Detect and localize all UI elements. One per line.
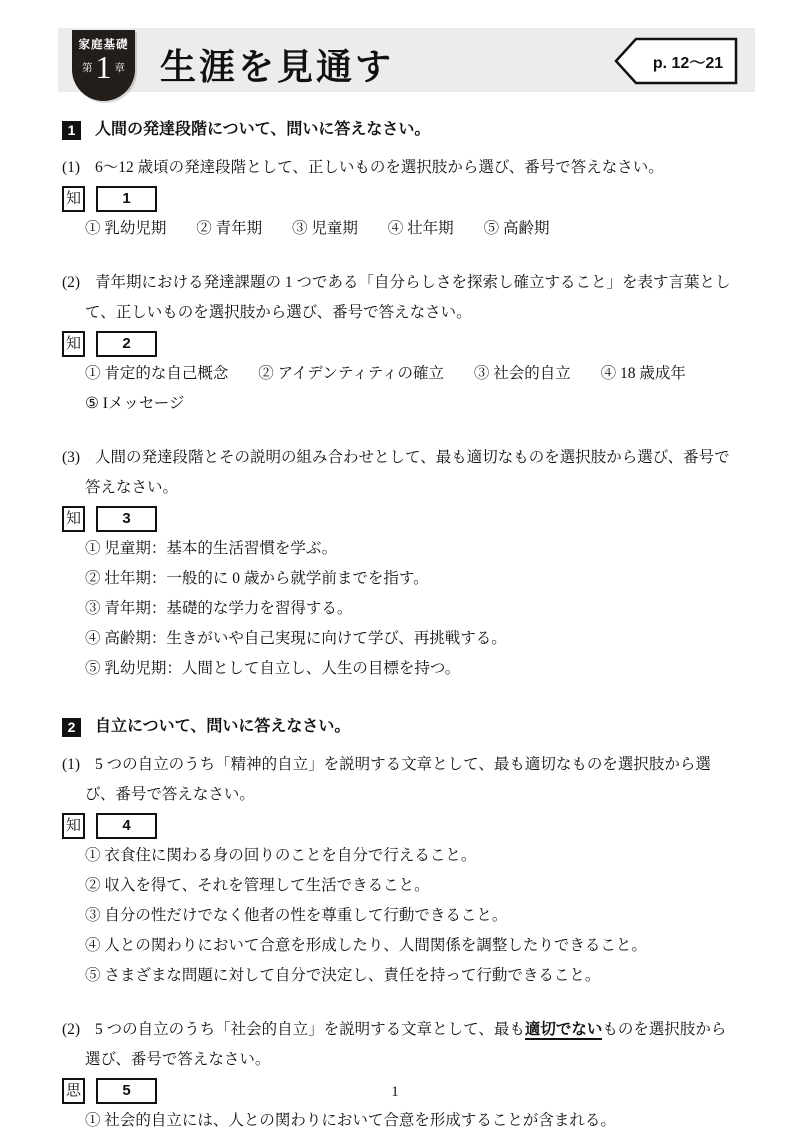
- section-title: 人間の発達段階について、問いに答えなさい。: [95, 121, 431, 138]
- competency-tag: 知: [62, 813, 85, 839]
- options-list: [62, 359, 740, 419]
- page-range-tag: [614, 37, 738, 85]
- answer-row: [62, 813, 740, 839]
- answer-row: [62, 506, 740, 532]
- section-header: [62, 115, 740, 145]
- option-item: ⑤ 高齢期: [483, 220, 550, 237]
- option-item: ③ 青年期：基礎的な学力を習得する。: [85, 600, 353, 617]
- option-item: ② 壮年期：一般的に 0 歳から就学前までを指す。: [85, 570, 429, 587]
- options-list: [62, 214, 740, 244]
- question-part: [62, 443, 740, 684]
- answer-number-box: 5: [96, 1078, 157, 1104]
- chapter-label: [72, 50, 135, 85]
- option-item: ⑤ Iメッセージ: [85, 395, 185, 412]
- header-bar: [58, 28, 755, 92]
- answer-number-box: 1: [96, 186, 157, 212]
- option-item: ⑤ 乳幼児期：人間として自立し、人生の目標を持つ。: [85, 660, 461, 677]
- question-text-block: [62, 268, 740, 328]
- part-text: 6～12 歳頃の発達段階として、正しいものを選択肢から選び、番号で答えなさい。: [95, 159, 664, 176]
- chapter-badge: [72, 30, 135, 101]
- chapter-suffix: 章: [114, 62, 125, 75]
- section-number-badge: 2: [62, 718, 81, 737]
- option-item: ② 収入を得て、それを管理して生活できること。: [85, 877, 430, 894]
- answer-number-box: 3: [96, 506, 157, 532]
- part-text-post: ものを選択肢から選び、番号で答えなさい。: [85, 1021, 727, 1068]
- competency-tag: 知: [62, 186, 85, 212]
- part-text-emphasis: 適切でない: [524, 1021, 603, 1038]
- part-label: (1): [62, 159, 81, 176]
- page-number: 1: [391, 1084, 399, 1100]
- section-number-badge: 1: [62, 121, 81, 140]
- option-item: ⑤ さまざまな問題に対して自分で決定し、責任を持って行動できること。: [85, 967, 601, 984]
- part-label: (2): [62, 274, 81, 291]
- question-part: [62, 750, 740, 991]
- question-text-block: [62, 750, 740, 810]
- page-title: 生涯を見通す: [160, 46, 395, 87]
- section-title: 自立について、問いに答えなさい。: [95, 718, 351, 735]
- answer-row: [62, 186, 740, 212]
- option-item: ③ 社会的自立: [473, 365, 571, 382]
- option-item: ④ 人との関わりにおいて合意を形成したり、人間関係を調整したりできること。: [85, 937, 647, 954]
- part-text: 青年期における発達課題の 1 つである「自分らしさを探索し確立すること」を表す言葉として、正しいものを選択肢から選び、番号で答えなさい。: [85, 274, 731, 321]
- option-item: ① 社会的自立には、人との関わりにおいて合意を形成することが含まれる。: [85, 1112, 616, 1129]
- chapter-number: 1: [95, 49, 112, 85]
- options-list: [62, 1106, 740, 1136]
- options-list: [62, 534, 740, 684]
- part-label: (3): [62, 449, 81, 466]
- part-label: (1): [62, 756, 81, 773]
- option-item: ① 乳幼児期: [85, 220, 167, 237]
- option-item: ① 衣食住に関わる身の回りのことを自分で行えること。: [85, 847, 477, 864]
- option-item: ① 肯定的な自己概念: [85, 365, 229, 382]
- competency-tag: 思: [62, 1078, 85, 1104]
- competency-tag: 知: [62, 331, 85, 357]
- part-text-pre: 5 つの自立のうち「社会的自立」を説明する文章として、最も: [95, 1021, 525, 1038]
- question-part: [62, 1015, 740, 1136]
- page-range-text: p. 12～21: [652, 54, 724, 72]
- option-item: ④ 高齢期：生きがいや自己実現に向けて学び、再挑戦する。: [85, 630, 507, 647]
- option-item: ③ 児童期: [292, 220, 358, 237]
- answer-number-box: 2: [96, 331, 157, 357]
- answer-row: [62, 331, 740, 357]
- option-item: ① 児童期：基本的生活習慣を学ぶ。: [85, 540, 338, 557]
- part-text: 5 つの自立のうち「精神的自立」を説明する文章として、最も適切なものを選択肢から選び、番号で答えなさい。: [85, 756, 711, 803]
- worksheet-content: [62, 115, 740, 1136]
- option-item: ② アイデンティティの確立: [258, 365, 444, 382]
- part-label: (2): [62, 1021, 81, 1038]
- question-text-block: [62, 1015, 740, 1075]
- options-list: [62, 841, 740, 991]
- course-name: 家庭基礎: [78, 39, 129, 51]
- part-text: 人間の発達段階とその説明の組み合わせとして、最も適切なものを選択肢から選び、番号で答えなさい。: [85, 449, 730, 496]
- question-part: [62, 268, 740, 419]
- option-item: ④ 壮年期: [387, 220, 454, 237]
- section-header: [62, 712, 740, 742]
- worksheet-page: [0, 28, 790, 1145]
- chapter-prefix: 第: [82, 62, 93, 75]
- option-item: ④ 18 歳成年: [600, 365, 686, 382]
- question-text-block: [62, 443, 740, 503]
- question-text-block: [62, 153, 740, 183]
- option-item: ② 青年期: [196, 220, 263, 237]
- answer-number-box: 4: [96, 813, 157, 839]
- question-part: [62, 153, 740, 244]
- section-1: [62, 115, 740, 684]
- section-2: [62, 712, 740, 1136]
- competency-tag: 知: [62, 506, 85, 532]
- option-item: ③ 自分の性だけでなく他者の性を尊重して行動できること。: [85, 907, 508, 924]
